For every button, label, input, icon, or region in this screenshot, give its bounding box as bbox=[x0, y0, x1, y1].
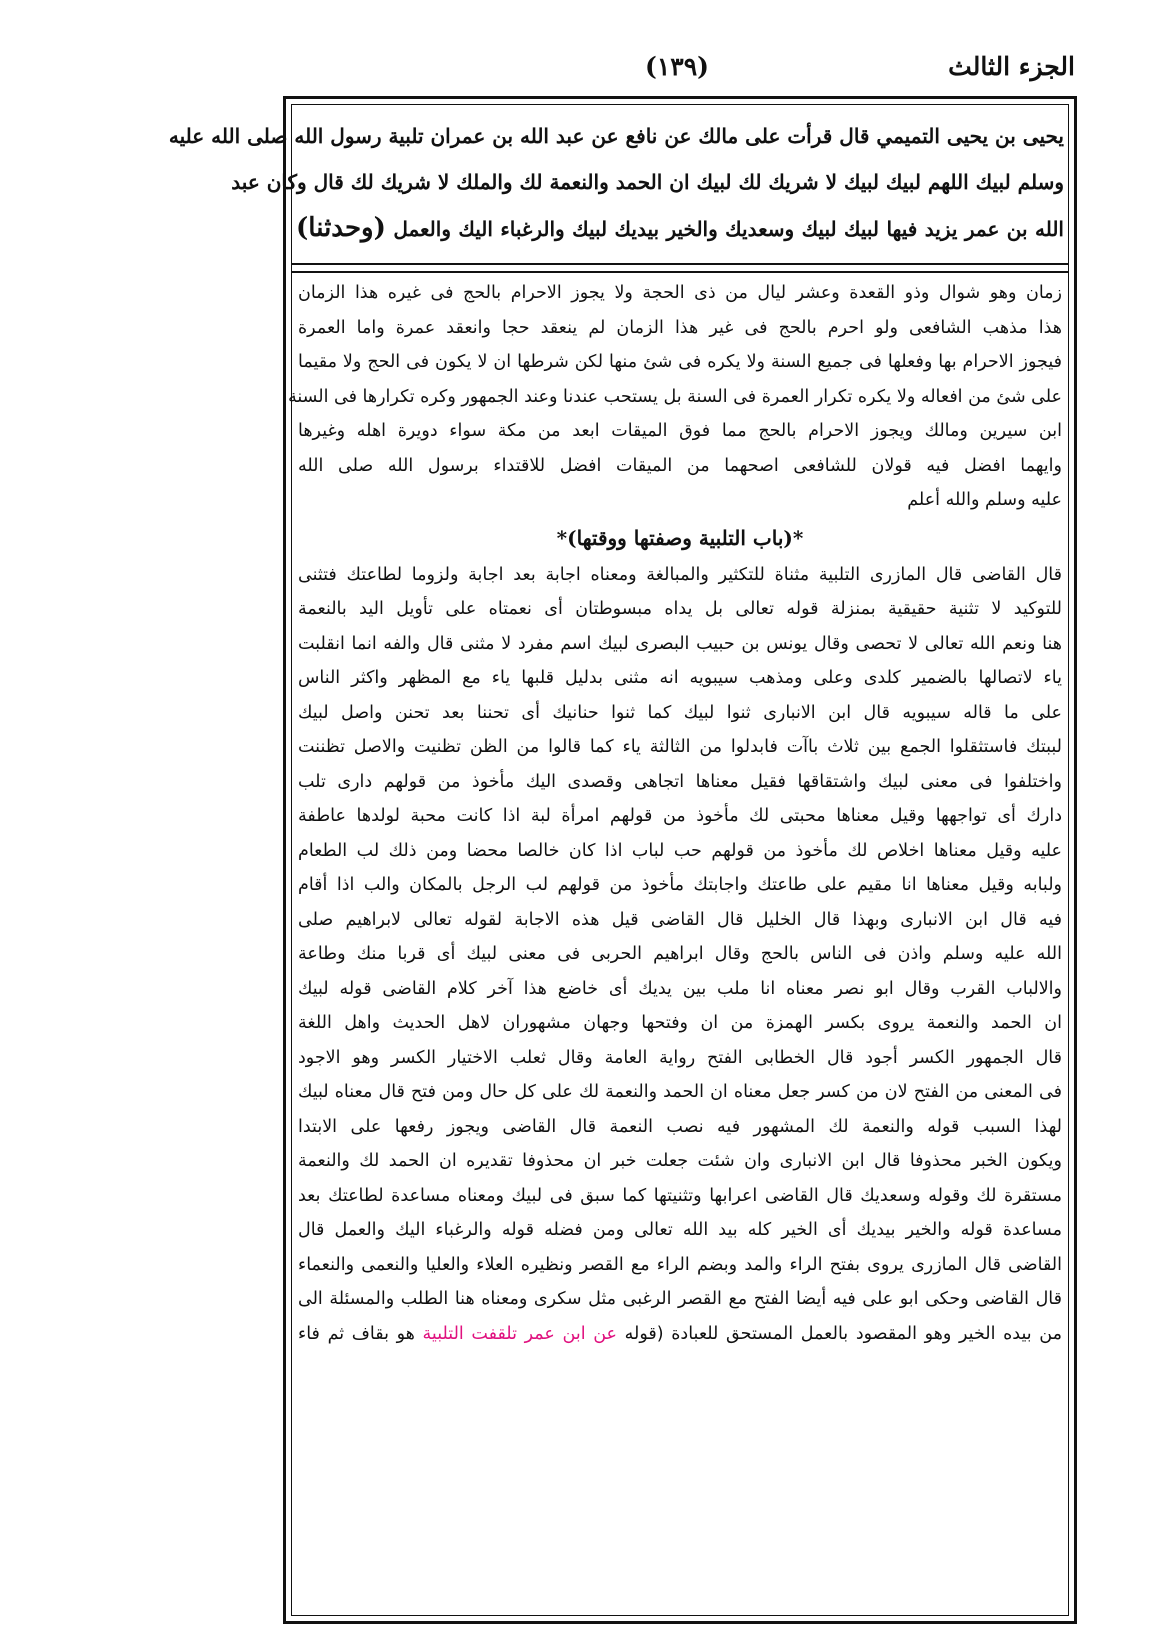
chapter-heading: *(باب التلبية وصفتها ووقتها)* bbox=[556, 525, 804, 550]
commentary-line: على ما قاله سيبويه قال ابن الانبارى ثنوا لبيك كما ثنوا حنانيك أى تحننا بعد تحنن واصل لبيك bbox=[298, 702, 1062, 723]
commentary-line: ان الحمد والنعمة يروى بكسر الهمزة من ان وفتحها وجهان مشهوران لاهل الحديث واهل اللغة bbox=[298, 1013, 1062, 1033]
page-frame bbox=[168, 96, 1077, 1624]
commentary-line: فى المعنى من الفتح لان من كسر جعل معناه ان الحمد والنعمة لك على كل حال ومن فتح قال معناه لبيك bbox=[298, 1082, 1062, 1102]
commentary-line: قال القاضى وحكى ابو على فيه أيضا الفتح مع القصر الرغبى مثل سكرى ومعناه هنا الطلب والمسئلة الى bbox=[298, 1289, 1062, 1309]
part-title: الجزء الثالث bbox=[948, 52, 1075, 81]
section-separator bbox=[291, 263, 1069, 273]
commentary-line: الله عليه وسلم واذن فى الناس بالحج وقال ابراهيم الحربى فى معنى لبيك أى قربا منك وطاعة bbox=[298, 944, 1062, 964]
commentary-line: هذا مذهب الشافعى ولو احرم بالحج فى غير هذا الزمان لم ينعقد حجا وانعقد عمرة واما العمرة bbox=[298, 317, 1062, 338]
hadith-line-text: الله بن عمر يزيد فيها لبيك لبيك وسعديك والخير بيديك لبيك والرغباء اليك والعمل bbox=[393, 217, 1064, 241]
highlighted-hadith-quote: عن ابن عمر تلقفت التلبية bbox=[422, 1323, 617, 1344]
commentary-line: ويكون الخبر محذوفا قال ابن الانبارى وان شئت جعلت خبر ان محذوفا تقديره ان الحمد لك والنعمة bbox=[298, 1151, 1062, 1171]
commentary-line: ابن سيرين ومالك ويجوز الاحرام بالحج مما فوق الميقات ابعد من مكة سواء دويرة اهله وغيرها bbox=[298, 421, 1062, 441]
commentary-line: مساعدة قوله والخير بيديك أى الخير كله بيد الله تعالى ومن فضله قوله والرغباء اليك والعمل قال bbox=[298, 1220, 1062, 1240]
commentary-line: عليه وسلم والله أعلم bbox=[907, 490, 1062, 510]
running-head bbox=[285, 52, 1075, 92]
commentary-line: القاضى قال المازرى يروى بفتح الراء والمد وبضم الراء مع القصر ونظيره العلاء والعليا والنعمى والنعماء bbox=[298, 1254, 1062, 1275]
commentary-line: هنا ونعم الله تعالى لا تحصى وقال يونس بن حبيب البصرى لبيك اسم مفرد لا مثنى قال والفه انما انقلبت bbox=[298, 633, 1062, 654]
commentary-line: ياء لاتصالها بالضمير كلدى وعلى ومذهب سيبويه انه مثنى بدليل قلبها ياء مع المظهر واكثر الناس bbox=[298, 668, 1062, 688]
commentary-line: فيه قال ابن الانبارى وبهذا قال الخليل قال القاضى قيل هذه الاجابة لقوله تعالى لابراهيم صلى bbox=[298, 909, 1062, 930]
hadith-line: يحيى بن يحيى التميمي قال قرأت على مالك عن نافع عن عبد الله بن عمران تلبية رسول الله صلى الله عليه bbox=[168, 124, 1064, 148]
commentary-line: زمان وهو شوال وذو القعدة وعشر ليال من ذى الحجة ولا يجوز الاحرام بالحج فى غيره هذا الزمان bbox=[298, 283, 1062, 303]
commentary-line: على شئ من افعاله ولا يكره تكرار العمرة فى السنة بل يستحب عندنا وعند الجمهور وكره تكرارها فى السنة bbox=[288, 386, 1062, 407]
commentary-block bbox=[288, 276, 1062, 1351]
commentary-line: دارك أى تواجهها وقيل معناها محبتى لك مأخوذ من قولهم امرأة لبة اذا كانت محبة لولدها عاطفة bbox=[298, 806, 1062, 826]
last-line-tail: هو بقاف ثم فاء bbox=[298, 1323, 423, 1344]
commentary-line: قال الجمهور الكسر أجود قال الخطابى الفتح رواية العامة وقال ثعلب الاختيار الكسر وهو الاجود bbox=[298, 1047, 1062, 1068]
commentary-line: مستقرة لك وقوله وسعديك قال القاضى اعرابها وتثنيتها كما سبق فى لبيك ومعناه مساعدة لطاعتك بعد bbox=[298, 1185, 1062, 1206]
last-line-text: من بيده الخير وهو المقصود بالعمل المستحق للعبادة (قوله bbox=[616, 1323, 1062, 1344]
commentary-line: قال القاضى قال المازرى التلبية مثناة للتكثير والمبالغة ومعناه اجابة بعد اجابة ولزوما لطاعتك فتثنى bbox=[298, 564, 1062, 585]
commentary-last-line bbox=[298, 1317, 1062, 1352]
hadith-line: وسلم لبيك اللهم لبيك لبيك لا شريك لك لبيك ان الحمد والنعمة لك والملك لا شريك لك قال وكان عبد bbox=[231, 170, 1064, 194]
commentary-line: واختلفوا فى معنى لبيك واشتقاقها فقيل معناها اتجاهى وقصدى اليك مأخوذ من قولهم دارى تلب bbox=[298, 771, 1062, 792]
page-number: (١٣٩) bbox=[645, 52, 709, 81]
commentary-line: عليه وقيل معناها اخلاص لك مأخوذ من قولهم حب لباب اذا كان خالصا محضا ومن ذلك لب الطعام bbox=[298, 840, 1062, 861]
commentary-line: للتوكيد لا تثنية حقيقية بمنزلة قوله تعالى بل يداه مبسوطتان أى نعمتاه على تأويل اليد بالنعمة bbox=[298, 599, 1062, 619]
hadith-line bbox=[296, 205, 1064, 251]
commentary-line: وايهما افضل فيه قولان للشافعى اصحهما من الميقات افضل للاقتداء برسول الله صلى الله bbox=[298, 455, 1062, 476]
hadith-text-block bbox=[168, 113, 1064, 259]
commentary-line: فيجوز الاحرام بها وفعلها فى جميع السنة ولا يكره فى شئ منها لكن شرطها ان لا يكون فى الحج ولا مقيما bbox=[298, 352, 1062, 372]
commentary-line: والالباب القرب وقال ابو نصر معناه انا ملب بين يديك أى خاضع هذا آخر كلام القاضى قوله لبيك bbox=[298, 978, 1062, 999]
commentary-line: لهذا السبب قوله والنعمة لك المشهور فيه نصب النعمة قال القاضى ويجوز رفعها على الابتدا bbox=[298, 1116, 1062, 1137]
hadith-cue: (وحدثنا) bbox=[296, 213, 386, 243]
commentary-line: ولبابه وقيل معناها انا مقيم على طاعتك واجابتك مأخوذ من قولهم لب الرجل بالمكان والب اذا أقام bbox=[298, 875, 1062, 895]
commentary-line: لببتك فاستثقلوا الجمع بين ثلاث باآت فابدلوا من الثالثة ياء كما قالوا من الظن تظنيت والاصل تظننت bbox=[298, 737, 1062, 757]
